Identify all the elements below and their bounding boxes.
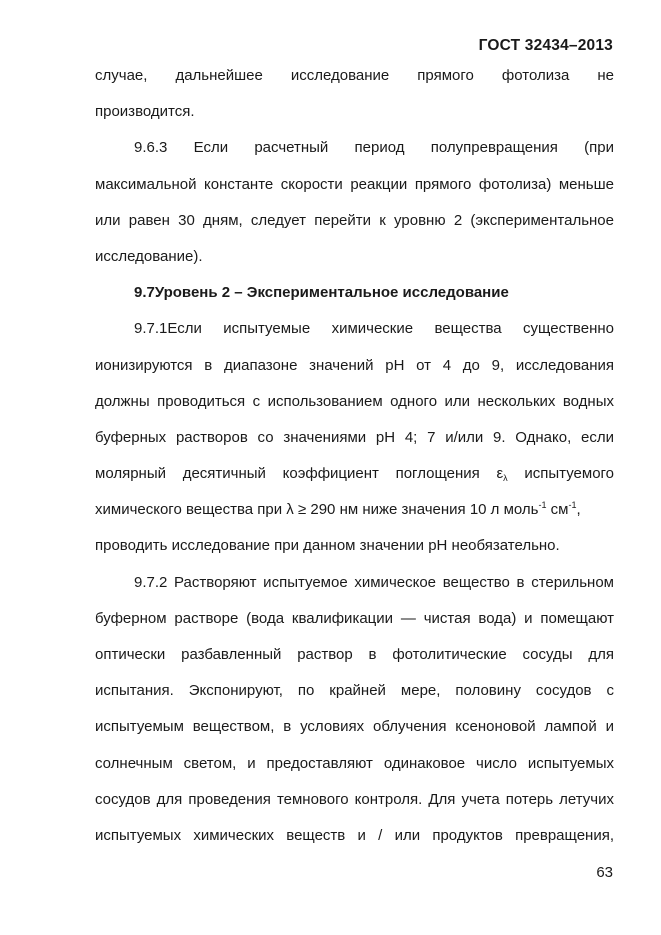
text-line: буферном растворе (вода квалификации — чистая вода) и помещают	[95, 609, 614, 627]
text-line: 9.7.2 Растворяют испытуемое химическое вещество в стерильном	[134, 573, 614, 591]
text-line: исследование).	[95, 247, 203, 265]
text-line: случае, дальнейшее исследование прямого фотолиза не	[95, 67, 614, 84]
text-line: испытания. Экспонируют, по крайней мере, половину сосудов с	[95, 682, 614, 700]
text-line: максимальной константе скорости реакции прямого фотолиза) меньше	[95, 175, 614, 193]
text-line: сосудов для проведения темнового контроля. Для учета потерь летучих	[95, 790, 614, 808]
text-line: буферных растворов со значениями pH 4; 7 и/или 9. Однако, если	[95, 428, 614, 446]
page-number: 63	[596, 864, 613, 881]
text-line-epsilon	[95, 456, 614, 492]
text-line: солнечным светом, и предоставляют одинаковое число испытуемых	[95, 754, 614, 772]
text-line: производится.	[95, 103, 195, 121]
text-segment: испытуемого	[524, 465, 615, 483]
superscript: -1	[568, 500, 577, 511]
text-line: ионизируются в диапазоне значений pH от 4 до 9, исследования	[95, 356, 614, 374]
section-heading: 9.7Уровень 2 – Экспериментальное исследование	[134, 284, 509, 302]
superscript: -1	[538, 500, 547, 511]
text-segment: см	[546, 501, 569, 519]
text-line: оптически разбавленный раствор в фотолитические сосуды для	[95, 646, 614, 663]
text-segment: молярный десятичный коэффициент поглощения	[95, 465, 480, 483]
text-line: испытуемым веществом, в условиях облучения ксеноновой лампой и	[95, 718, 614, 736]
document-body	[95, 58, 614, 854]
text-line: 9.7.1Если испытуемые химические вещества существенно	[134, 320, 614, 338]
epsilon-symbol: $\varepsilon_\lambda$	[496, 465, 508, 484]
text-segment: ,	[576, 501, 581, 519]
text-line: или равен 30 дням, следует перейти к уровню 2 (экспериментальное	[95, 211, 614, 229]
text-line: должны проводиться с использованием одного или нескольких водных	[95, 392, 614, 410]
text-line: испытуемых химических веществ и / или продуктов превращения,	[95, 826, 614, 844]
text-line: проводить исследование при данном значении pH необязательно.	[95, 537, 560, 555]
document-code-header: ГОСТ 32434–2013	[478, 37, 613, 54]
text-segment: химического вещества при λ ≥ 290 нм ниже значения 10 л моль	[95, 501, 539, 519]
text-line: 9.6.3 Если расчетный период полупревращения (при	[134, 139, 614, 157]
text-line-units	[95, 492, 614, 528]
